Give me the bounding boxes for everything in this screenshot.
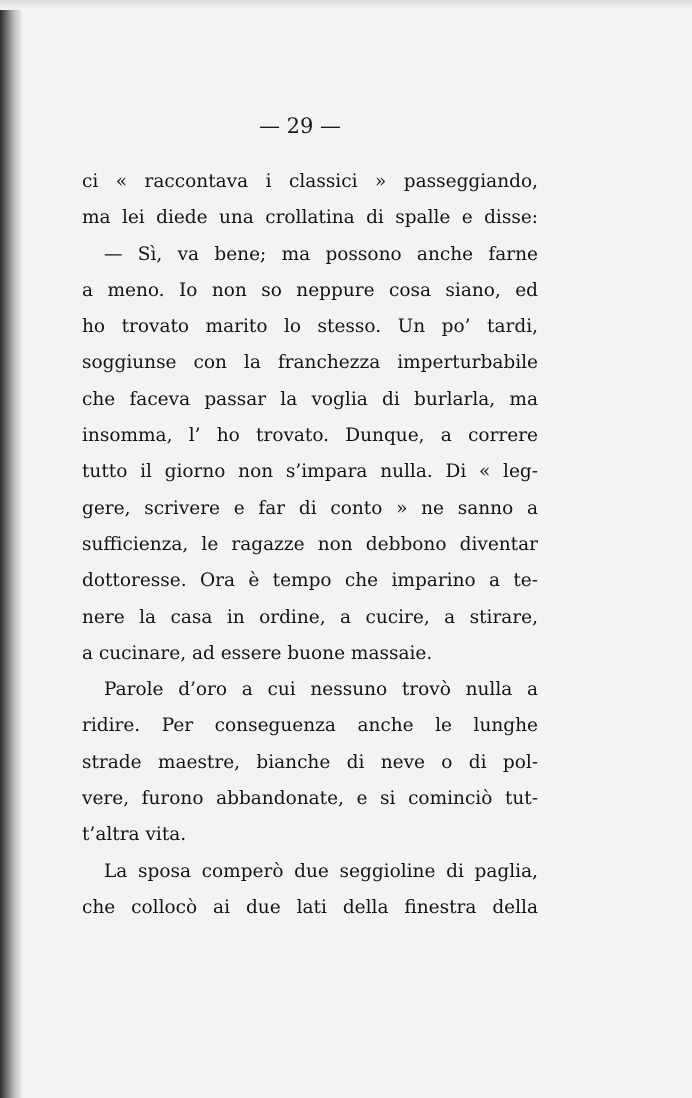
text-line: t’altra vita. — [82, 824, 187, 846]
body-text — [82, 164, 538, 926]
text-line: tutto il giorno non s’impara nulla. Di « leg- — [82, 461, 538, 483]
text-line: sufficienza, le ragazze non debbono diventar — [82, 533, 538, 555]
text-line: — Sì, va bene; ma possono anche farne — [104, 243, 538, 265]
text-line: nere la casa in ordine, a cucire, a stirare, — [82, 606, 538, 628]
text-line: ci « raccontava i classici » passeggiando, — [82, 171, 538, 192]
text-line: ho trovato marito lo stesso. Un po’ tardi, — [82, 316, 538, 338]
text-line: ma lei diede una crollatina di spalle e disse: — [82, 207, 538, 229]
text-line: che collocò ai due lati della finestra della — [82, 896, 538, 918]
text-line: ridire. Per conseguenza anche le lunghe — [82, 715, 538, 737]
text-line: strade maestre, bianche di neve o di pol- — [82, 751, 538, 773]
binding-edge — [0, 0, 22, 1098]
text-line: vere, furono abbandonate, e si cominciò tut- — [82, 788, 538, 810]
text-line: La sposa comperò due seggioline di paglia, — [104, 860, 538, 882]
text-line: dottoresse. Ora è tempo che imparino a te- — [82, 570, 538, 592]
text-line: a cucinare, ad essere buone massaie. — [82, 642, 433, 664]
text-line: insomma, l’ ho trovato. Dunque, a correre — [82, 425, 538, 447]
top-shadow — [0, 0, 692, 10]
page-number: — 29 — — [258, 114, 342, 138]
text-line: gere, scrivere e far di conto » ne sanno a — [82, 497, 538, 519]
text-line: che faceva passar la voglia di burlarla, ma — [82, 388, 538, 410]
text-line: soggiunse con la franchezza imperturbabile — [82, 352, 538, 374]
text-line: Parole d’oro a cui nessuno trovò nulla a — [104, 679, 538, 701]
text-line: a meno. Io non so neppure cosa siano, ed — [82, 279, 538, 301]
